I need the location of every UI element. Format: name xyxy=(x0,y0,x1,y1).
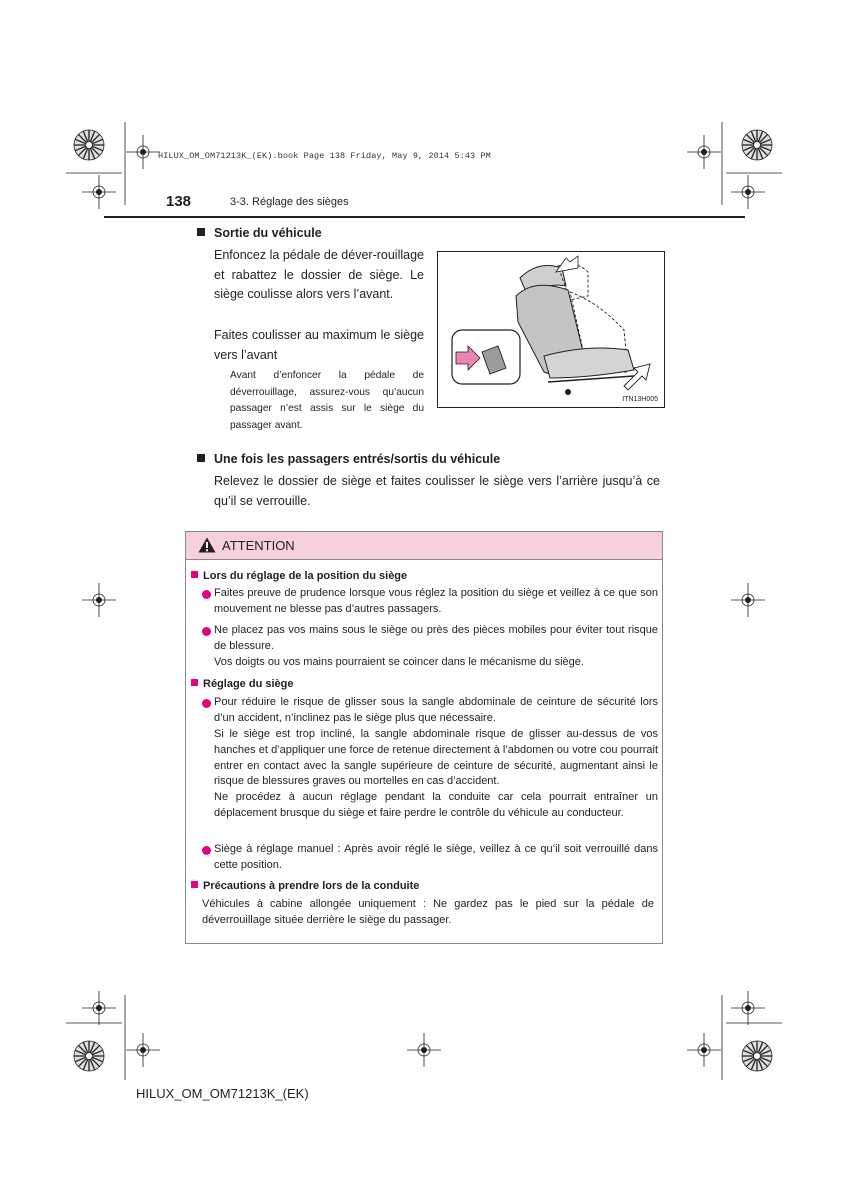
attention-section-3-text: Véhicules à cabine allongée uniquement : Ne gardez pas le pied sur la pédale de déverrouillage située derrière le siège du passager. xyxy=(202,898,654,926)
pink-square-icon xyxy=(191,571,198,578)
header-rule xyxy=(104,216,745,218)
attention-bullet-2-3: Ne procédez à aucun réglage pendant la conduite car cela pourrait entraîner un déplacement brusque du siège et faire perdre le contrôle du véhicule au conducteur. xyxy=(214,791,658,819)
after-heading-text: Une fois les passagers entrés/sortis du véhicule xyxy=(214,452,501,466)
attention-section-3-title-text: Précautions à prendre lors de la conduite xyxy=(203,880,420,892)
footer-code: HILUX_OM_OM71213K_(EK) xyxy=(136,1086,309,1101)
seat-illustration xyxy=(438,252,664,407)
heading-square-icon xyxy=(197,228,205,236)
attention-bullet-2-4: Siège à réglage manuel : Après avoir réglé le siège, veillez à ce qu’il soit verrouillé dans cette position. xyxy=(214,843,658,871)
exit-paragraph-1: Enfoncez la pédale de déver-rouillage et rabattez le dossier de siège. Le siège coulisse alors vers l’avant. xyxy=(214,248,424,301)
bullet-icon xyxy=(202,590,211,599)
attention-bullet-1-3: Vos doigts ou vos mains pourraient se coincer dans le mécanisme du siège. xyxy=(214,656,584,668)
seat-figure xyxy=(437,251,665,408)
bullet-icon xyxy=(202,627,211,636)
attention-box xyxy=(185,531,663,944)
attention-bullet-2-1: Pour réduire le risque de glisser sous la sangle abdominale de ceinture de sécurité lors d’un accident, n’inclinez pas le siège plus que nécessaire. xyxy=(214,696,658,724)
pink-square-icon xyxy=(191,679,198,686)
attention-section-3-title xyxy=(191,879,419,895)
exit-note: Avant d’enfoncer la pédale de déverrouillage, assurez-vous qu’aucun passager n’est assis sur le siège du passager avant. xyxy=(230,370,424,432)
section-title: 3-3. Réglage des sièges xyxy=(230,196,349,208)
after-paragraph: Relevez le dossier de siège et faites coulisser le siège vers l’arrière jusqu’à ce qu’il se verrouille. xyxy=(214,474,660,508)
attention-title: ATTENTION xyxy=(222,538,295,553)
page-number: 138 xyxy=(166,193,192,210)
exit-heading xyxy=(197,226,322,240)
bullet-icon xyxy=(202,846,211,855)
attention-section-2-title-text: Réglage du siège xyxy=(203,678,294,690)
heading-square-icon xyxy=(197,454,205,462)
attention-section-1-title xyxy=(191,569,407,585)
after-heading xyxy=(197,452,500,466)
attention-header xyxy=(186,532,662,560)
bullet-icon xyxy=(202,699,211,708)
print-info: HILUX_OM_OM71213K_(EK).book Page 138 Friday, May 9, 2014 5:43 PM xyxy=(158,151,491,161)
attention-bullet-1-2: Ne placez pas vos mains sous le siège ou près des pièces mobiles pour éviter tout risque de blessure. xyxy=(214,624,658,652)
exit-heading-text: Sortie du véhicule xyxy=(214,226,322,240)
attention-bullet-2-2: Si le siège est trop incliné, la sangle abdominale risque de glisser au-dessus de vos hanches et d’appliquer une force de retenue directement à l’abdomen ou votre cou pourrait entrer en contact avec la sangle supérieure de ceinture de sécurité, augmentant ainsi le risque de blessures graves ou mortelles en cas d’accident. xyxy=(214,728,658,788)
attention-section-1-title-text: Lors du réglage de la position du siège xyxy=(203,570,408,582)
warning-triangle-icon xyxy=(198,537,216,553)
attention-bullet-1-1: Faites preuve de prudence lorsque vous réglez la position du siège et veillez à ce que son mouvement ne blesse pas d’autres passagers. xyxy=(214,587,658,615)
figure-code: ITN13H005 xyxy=(622,396,658,403)
exit-paragraph-2: Faites coulisser au maximum le siège vers l’avant xyxy=(214,328,424,362)
attention-section-2-title xyxy=(191,677,293,693)
pink-square-icon xyxy=(191,881,198,888)
